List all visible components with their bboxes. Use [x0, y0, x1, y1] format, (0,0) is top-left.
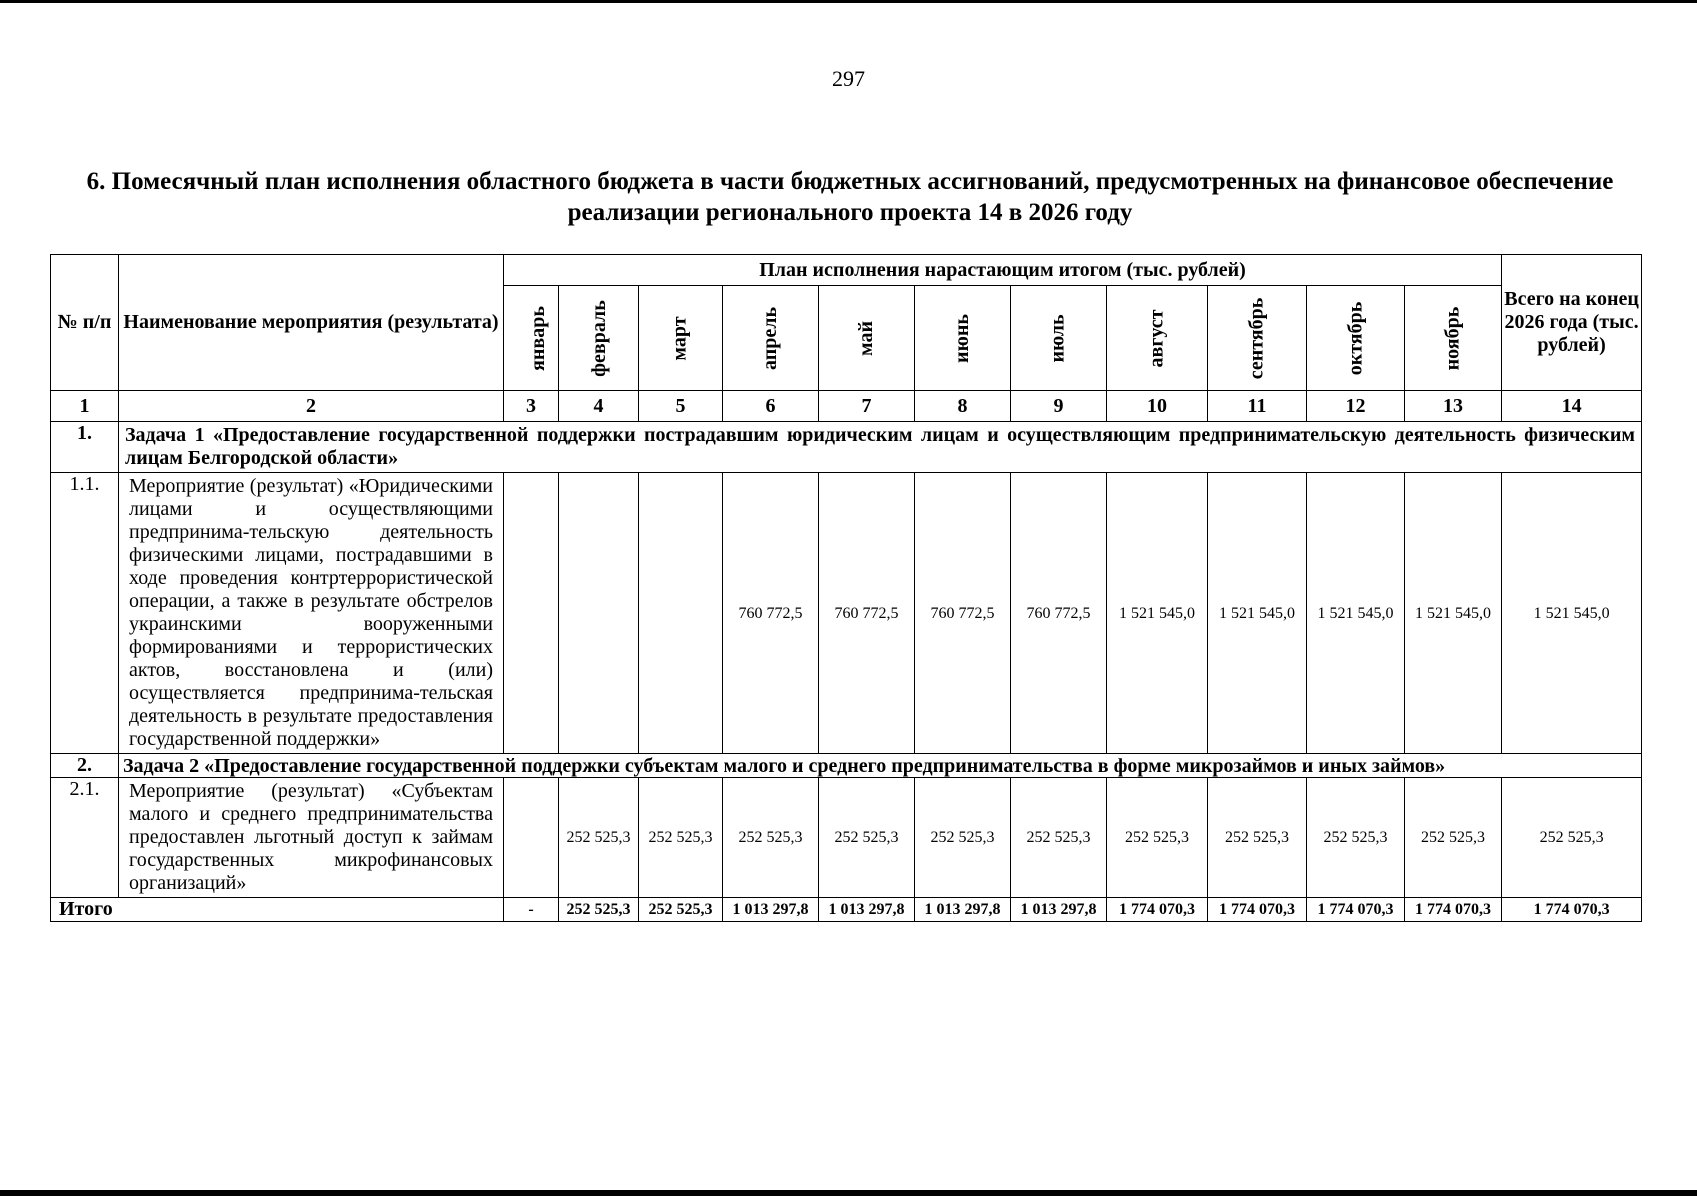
activity-row: [51, 778, 1642, 898]
month-value: 1 521 545,0: [1307, 473, 1405, 754]
month-value: 252 525,3: [1208, 778, 1307, 898]
total-month-value: 1 774 070,3: [1208, 898, 1307, 922]
month-value: [504, 473, 559, 754]
page-number: 297: [832, 66, 865, 91]
month-header: август: [1145, 309, 1168, 367]
total-month-value: 1 774 070,3: [1107, 898, 1208, 922]
column-number: 13: [1405, 391, 1502, 422]
column-number: 7: [819, 391, 915, 422]
column-number: 6: [723, 391, 819, 422]
total-month-value: 252 525,3: [559, 898, 639, 922]
month-value: 252 525,3: [1307, 778, 1405, 898]
column-number: 4: [559, 391, 639, 422]
month-value: 760 772,5: [819, 473, 915, 754]
activity-row: [51, 473, 1642, 754]
column-number: 14: [1502, 391, 1642, 422]
month-value: 252 525,3: [639, 778, 723, 898]
task-row: [51, 422, 1642, 473]
column-number: 10: [1107, 391, 1208, 422]
total-month-value: -: [504, 898, 559, 922]
header-plan: План исполнения нарастающим итогом (тыс. рублей): [504, 255, 1502, 286]
month-header: май: [854, 320, 877, 356]
row-number: 2.: [51, 754, 119, 778]
month-value: 252 525,3: [559, 778, 639, 898]
month-value: 252 525,3: [1405, 778, 1502, 898]
column-number: 3: [504, 391, 559, 422]
month-header: июль: [1046, 313, 1069, 363]
column-number: 2: [119, 391, 504, 422]
column-number: 12: [1307, 391, 1405, 422]
total-month-value: 1 774 070,3: [1307, 898, 1405, 922]
month-value: 252 525,3: [915, 778, 1011, 898]
activity-name: Мероприятие (результат) «Субъектам малого и среднего предпринимательства предоставлен льготный доступ к займам государственных микрофинансовых организаций»: [119, 778, 504, 898]
row-number: 1.1.: [51, 473, 119, 754]
total-month-value: 1 013 297,8: [1011, 898, 1107, 922]
column-number: 1: [51, 391, 119, 422]
row-number: 1.: [51, 422, 119, 473]
month-value: 1 521 545,0: [1405, 473, 1502, 754]
month-value: [639, 473, 723, 754]
column-number: 9: [1011, 391, 1107, 422]
month-value: 1 521 545,0: [1107, 473, 1208, 754]
total-month-value: 1 013 297,8: [819, 898, 915, 922]
column-number-row: [51, 391, 1642, 422]
month-value: 760 772,5: [1011, 473, 1107, 754]
month-value: [559, 473, 639, 754]
bottom-rule: [0, 1190, 1697, 1196]
total-value: 252 525,3: [1502, 778, 1642, 898]
month-value: 252 525,3: [819, 778, 915, 898]
month-header: ноябрь: [1441, 306, 1464, 370]
month-header: июнь: [951, 313, 973, 363]
header-num: № п/п: [51, 255, 119, 391]
task-title: Задача 2 «Предоставление государственной поддержки субъектам малого и среднего предпринимательства в форме микрозаймов и иных займов»: [119, 754, 1642, 778]
task-title: Задача 1 «Предоставление государственной поддержки пострадавшим юридическим лицам и осуществляющим предпринимательскую деятельность физическим лицам Белгородской области»: [119, 422, 1642, 473]
total-month-value: 1 013 297,8: [915, 898, 1011, 922]
month-value: [504, 778, 559, 898]
month-value: 252 525,3: [1011, 778, 1107, 898]
activity-name: Мероприятие (результат) «Юридическими лицами и осуществляющими предпринима-тельскую деятельность физическими лицами, пострадавшими в ходе проведения контртеррористической операции, а также в результате обстрелов украинскими вооруженными формированиями и террористических актов, восстановлена и (или) осуществляется предпринима-тельская деятельность в результате предоставления государственной поддержки»: [119, 473, 504, 754]
month-header: февраль: [587, 299, 610, 377]
total-row: [51, 898, 1642, 922]
row-number: 2.1.: [51, 778, 119, 898]
header-name: Наименование мероприятия (результата): [119, 255, 504, 391]
total-month-value: 1 013 297,8: [723, 898, 819, 922]
month-header: сентябрь: [1245, 297, 1268, 379]
month-value: 252 525,3: [1107, 778, 1208, 898]
month-header: апрель: [759, 306, 781, 370]
total-value: 1 521 545,0: [1502, 473, 1642, 754]
column-number: 5: [639, 391, 723, 422]
month-value: 760 772,5: [915, 473, 1011, 754]
month-value: 1 521 545,0: [1208, 473, 1307, 754]
total-month-value: 1 774 070,3: [1405, 898, 1502, 922]
top-rule: [0, 0, 1697, 3]
month-value: 252 525,3: [723, 778, 819, 898]
column-number: 8: [915, 391, 1011, 422]
total-label: Итого: [51, 898, 504, 922]
month-header: март: [668, 315, 691, 361]
total-month-value: 252 525,3: [639, 898, 723, 922]
column-number: 11: [1208, 391, 1307, 422]
page-title: 6. Помесячный план исполнения областного бюджета в части бюджетных ассигнований, предусмотренных на финансовое обеспечение реализации регионального проекта 14 в 2026 году: [86, 168, 1614, 226]
month-header: октябрь: [1343, 301, 1366, 375]
task-row: [51, 754, 1642, 778]
grand-total-value: 1 774 070,3: [1502, 898, 1642, 922]
month-value: 760 772,5: [723, 473, 819, 754]
header-total: Всего на конец 2026 года (тыс. рублей): [1502, 255, 1642, 391]
budget-plan-table: [50, 254, 1642, 922]
month-header: январь: [526, 305, 549, 371]
